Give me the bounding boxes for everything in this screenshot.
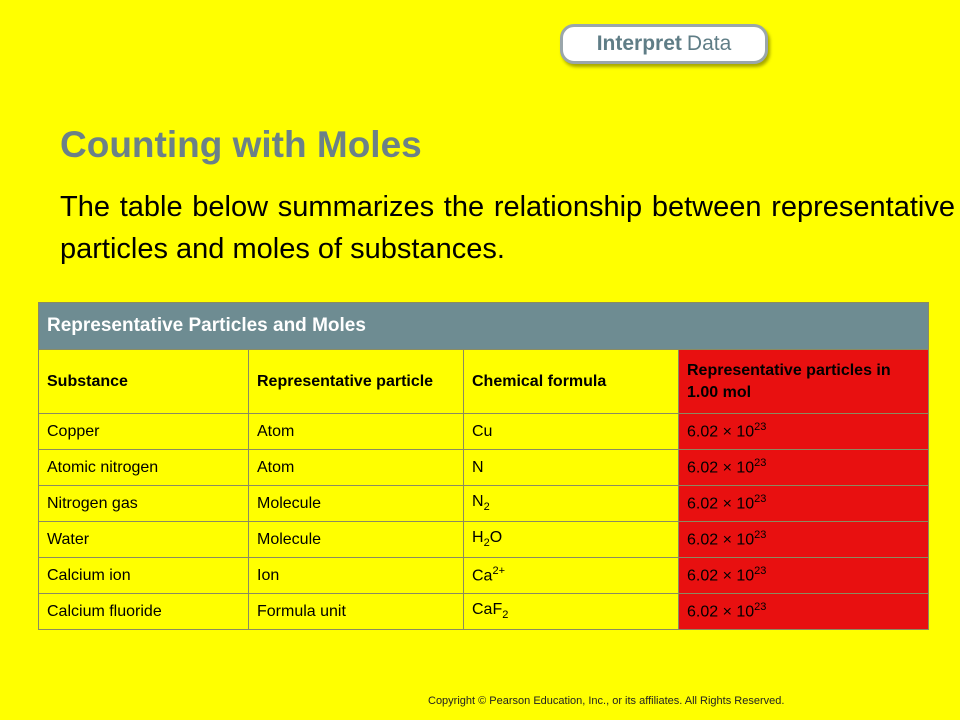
table-row [39, 522, 929, 558]
formula-part: H [472, 529, 484, 547]
count-base: 6.02 × 10 [687, 495, 755, 513]
page-title: Counting with Moles [60, 124, 422, 165]
cell-substance: Atomic nitrogen [39, 450, 249, 486]
cell-count [679, 558, 929, 594]
cell-particle: Formula unit [249, 594, 464, 630]
cell-count [679, 522, 929, 558]
cell-formula [464, 414, 679, 450]
count-base: 6.02 × 10 [687, 531, 755, 549]
badge-bold-label: Interpret [596, 32, 682, 55]
moles-table [38, 302, 929, 630]
count-exponent: 23 [754, 493, 767, 506]
cell-count [679, 414, 929, 450]
count-exponent: 23 [754, 457, 767, 470]
cell-substance: Calcium ion [39, 558, 249, 594]
header-substance: Substance [39, 350, 249, 414]
formula-part: 2 [483, 501, 490, 514]
formula-part: O [489, 529, 503, 547]
cell-substance: Calcium fluoride [39, 594, 249, 630]
formula-part: CaF [472, 601, 503, 619]
cell-particle: Atom [249, 414, 464, 450]
cell-particle: Molecule [249, 486, 464, 522]
formula-part: N [472, 458, 484, 476]
count-exponent: 23 [754, 601, 767, 614]
cell-formula [464, 522, 679, 558]
table-caption: Representative Particles and Moles [39, 303, 929, 350]
table-row [39, 414, 929, 450]
cell-formula [464, 486, 679, 522]
table-header-row [39, 350, 929, 414]
header-formula: Chemical formula [464, 350, 679, 414]
formula-part: N [472, 493, 484, 511]
intro-text: The table below summarizes the relationship between representative particles and moles of substances. [60, 191, 955, 265]
cell-particle: Molecule [249, 522, 464, 558]
badge-label: Data [686, 32, 732, 55]
interpret-data-badge [560, 24, 768, 64]
table-row [39, 594, 929, 630]
cell-particle: Ion [249, 558, 464, 594]
formula-part: 2 [483, 537, 490, 550]
table-row [39, 558, 929, 594]
copyright-notice: Copyright © Pearson Education, Inc., or its affiliates. All Rights Reserved. [428, 695, 785, 707]
cell-substance: Copper [39, 414, 249, 450]
count-exponent: 23 [754, 529, 767, 542]
count-base: 6.02 × 10 [687, 423, 755, 441]
cell-particle: Atom [249, 450, 464, 486]
formula-part: Cu [472, 422, 493, 440]
formula-part: Ca [472, 567, 493, 585]
count-base: 6.02 × 10 [687, 603, 755, 621]
table-row [39, 486, 929, 522]
cell-substance: Water [39, 522, 249, 558]
count-base: 6.02 × 10 [687, 459, 755, 477]
header-count: Representative particles in 1.00 mol [679, 350, 929, 414]
table-row [39, 450, 929, 486]
header-particle: Representative particle [249, 350, 464, 414]
formula-part: 2 [502, 609, 509, 622]
count-exponent: 23 [754, 565, 767, 578]
cell-formula [464, 594, 679, 630]
cell-count [679, 450, 929, 486]
cell-count [679, 486, 929, 522]
cell-count [679, 594, 929, 630]
count-exponent: 23 [754, 421, 767, 434]
formula-part: 2+ [492, 565, 505, 578]
count-base: 6.02 × 10 [687, 567, 755, 585]
cell-formula [464, 450, 679, 486]
cell-formula [464, 558, 679, 594]
table-body [39, 414, 929, 630]
cell-substance: Nitrogen gas [39, 486, 249, 522]
